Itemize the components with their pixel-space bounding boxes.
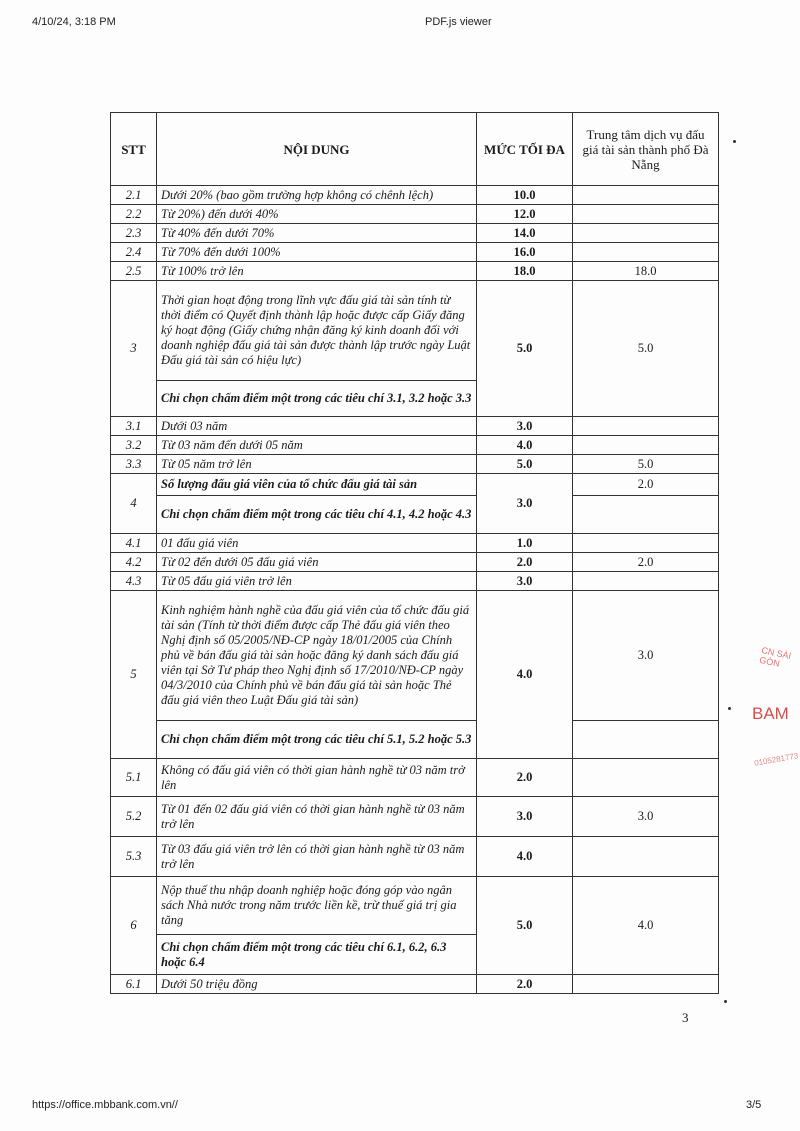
row-content: Từ 02 đến dưới 05 đấu giá viên	[157, 553, 477, 572]
table-row	[111, 455, 719, 474]
row-center-empty	[573, 721, 719, 759]
company-stamp	[750, 640, 800, 780]
row-choose-note: Chỉ chọn chấm điểm một trong các tiêu chí 3.1, 3.2 hoặc 3.3	[157, 381, 477, 417]
stamp-text-bottom: 0105281773	[753, 751, 799, 768]
row-stt: 5	[111, 591, 157, 759]
row-content: Dưới 50 triệu đồng	[157, 975, 477, 994]
row-center	[573, 975, 719, 994]
row-content: Kinh nghiệm hành nghề của đấu giá viên của tổ chức đấu giá tài sản (Tính từ thời điểm được cấp Thẻ đấu giá viên theo Nghị định số 05/2005/NĐ-CP ngày 18/01/2005 của Chính phủ về bán đấu giá tài sản hoặc đăng ký danh sách đấu giá viên tại Sở Tư pháp theo Nghị định số 17/2010/NĐ-CP ngày 04/3/2010 của Chính phủ về bán đấu giá tài sản hoặc Thẻ đấu giá viên theo Luật Đấu giá tài sản)	[157, 591, 477, 721]
table-row	[111, 474, 719, 496]
row-center: 5.0	[573, 281, 719, 417]
row-stt: 6	[111, 877, 157, 975]
row-center	[573, 205, 719, 224]
row-max: 3.0	[477, 417, 573, 436]
row-max: 3.0	[477, 474, 573, 534]
scan-speck	[724, 1000, 727, 1003]
table-row	[111, 837, 719, 877]
table-subrow	[111, 496, 719, 534]
row-content: Từ 70% đến dưới 100%	[157, 243, 477, 262]
row-choose-note: Chỉ chọn chấm điểm một trong các tiêu chí 5.1, 5.2 hoặc 5.3	[157, 721, 477, 759]
row-max: 2.0	[477, 975, 573, 994]
row-content: Từ 40% đến dưới 70%	[157, 224, 477, 243]
row-stt: 2.2	[111, 205, 157, 224]
table-row	[111, 553, 719, 572]
row-stt: 4.1	[111, 534, 157, 553]
row-choose-note: Chỉ chọn chấm điểm một trong các tiêu chí 6.1, 6.2, 6.3 hoặc 6.4	[157, 935, 477, 975]
row-center	[573, 759, 719, 797]
table-row	[111, 262, 719, 281]
footer-page-counter: 3/5	[746, 1099, 762, 1111]
table-row	[111, 417, 719, 436]
table-subrow	[111, 721, 719, 759]
row-max: 16.0	[477, 243, 573, 262]
stamp-text-top: CN SÀI GÒN	[758, 645, 792, 669]
row-stt: 4.3	[111, 572, 157, 591]
row-center: 18.0	[573, 262, 719, 281]
table-row	[111, 224, 719, 243]
row-content: Từ 20%) đến dưới 40%	[157, 205, 477, 224]
table-row	[111, 877, 719, 935]
row-stt: 2.3	[111, 224, 157, 243]
row-center: 3.0	[573, 797, 719, 837]
header-content: NỘI DUNG	[157, 113, 477, 186]
row-stt: 4	[111, 474, 157, 534]
row-max: 4.0	[477, 591, 573, 759]
table-row	[111, 797, 719, 837]
row-stt: 3.3	[111, 455, 157, 474]
table-row	[111, 591, 719, 721]
row-max: 5.0	[477, 455, 573, 474]
row-max: 1.0	[477, 534, 573, 553]
table-row	[111, 534, 719, 553]
table-row	[111, 243, 719, 262]
stamp-text-mid: BAM	[752, 704, 789, 723]
row-center: 4.0	[573, 877, 719, 975]
row-stt: 5.3	[111, 837, 157, 877]
row-content: Nộp thuế thu nhập doanh nghiệp hoặc đóng góp vào ngân sách Nhà nước trong năm trước liền kề, trừ thuế giá trị gia tăng	[157, 877, 477, 935]
row-stt: 3	[111, 281, 157, 417]
row-max: 14.0	[477, 224, 573, 243]
table-row	[111, 572, 719, 591]
row-center	[573, 224, 719, 243]
row-center	[573, 572, 719, 591]
row-content: Từ 03 năm đến dưới 05 năm	[157, 436, 477, 455]
scan-speck	[733, 140, 736, 143]
row-max: 4.0	[477, 837, 573, 877]
row-stt: 3.2	[111, 436, 157, 455]
row-stt: 4.2	[111, 553, 157, 572]
table-row	[111, 205, 719, 224]
row-max: 5.0	[477, 281, 573, 417]
row-center	[573, 837, 719, 877]
row-content: Từ 05 đấu giá viên trở lên	[157, 572, 477, 591]
footer-url: https://office.mbbank.com.vn//	[32, 1099, 178, 1111]
row-center	[573, 417, 719, 436]
row-center	[573, 243, 719, 262]
row-max: 10.0	[477, 186, 573, 205]
row-center	[573, 186, 719, 205]
row-stt: 6.1	[111, 975, 157, 994]
row-content: Không có đấu giá viên có thời gian hành nghề từ 03 năm trở lên	[157, 759, 477, 797]
row-center: 3.0	[573, 591, 719, 721]
row-stt: 5.1	[111, 759, 157, 797]
row-content: Từ 05 năm trở lên	[157, 455, 477, 474]
row-content: 01 đấu giá viên	[157, 534, 477, 553]
row-stt: 2.1	[111, 186, 157, 205]
row-content: Thời gian hoạt động trong lĩnh vực đấu giá tài sản tính từ thời điểm có Quyết định thành lập hoặc được cấp Giấy đăng ký hoạt động (Giấy chứng nhận đăng ký kinh doanh đối với doanh nghiệp đấu giá tài sản được thành lập trước ngày Luật Đấu giá tài sản có hiệu lực)	[157, 281, 477, 381]
table-row	[111, 759, 719, 797]
row-max: 3.0	[477, 797, 573, 837]
row-max: 12.0	[477, 205, 573, 224]
row-content: Từ 03 đấu giá viên trở lên có thời gian hành nghề từ 03 năm trở lên	[157, 837, 477, 877]
row-content: Từ 01 đến 02 đấu giá viên có thời gian hành nghề từ 03 năm trở lên	[157, 797, 477, 837]
header-stt: STT	[111, 113, 157, 186]
row-center: 2.0	[573, 474, 719, 496]
header-center: Trung tâm dịch vụ đấu giá tài sản thành phố Đà Nẵng	[573, 113, 719, 186]
table-header-row	[111, 113, 719, 186]
row-center	[573, 436, 719, 455]
table-row	[111, 186, 719, 205]
row-center: 5.0	[573, 455, 719, 474]
row-max: 2.0	[477, 759, 573, 797]
header-datetime: 4/10/24, 3:18 PM	[32, 16, 116, 28]
header-max: MỨC TỐI ĐA	[477, 113, 573, 186]
row-center	[573, 534, 719, 553]
row-content: Dưới 03 năm	[157, 417, 477, 436]
row-max: 18.0	[477, 262, 573, 281]
row-content: Số lượng đấu giá viên của tổ chức đấu giá tài sản	[157, 474, 477, 496]
table-row	[111, 975, 719, 994]
row-center: 2.0	[573, 553, 719, 572]
row-max: 5.0	[477, 877, 573, 975]
table-row	[111, 281, 719, 381]
row-max: 4.0	[477, 436, 573, 455]
row-max: 2.0	[477, 553, 573, 572]
row-stt: 3.1	[111, 417, 157, 436]
scan-speck	[728, 707, 731, 710]
row-stt: 2.5	[111, 262, 157, 281]
table-row	[111, 436, 719, 455]
doc-page-number: 3	[682, 1010, 689, 1025]
row-stt: 5.2	[111, 797, 157, 837]
row-content: Từ 100% trở lên	[157, 262, 477, 281]
row-content: Dưới 20% (bao gồm trường hợp không có chênh lệch)	[157, 186, 477, 205]
row-max: 3.0	[477, 572, 573, 591]
criteria-table	[110, 112, 719, 994]
row-choose-note: Chỉ chọn chấm điểm một trong các tiêu chí 4.1, 4.2 hoặc 4.3	[157, 496, 477, 534]
header-title: PDF.js viewer	[425, 16, 492, 28]
row-stt: 2.4	[111, 243, 157, 262]
row-center-empty	[573, 496, 719, 534]
